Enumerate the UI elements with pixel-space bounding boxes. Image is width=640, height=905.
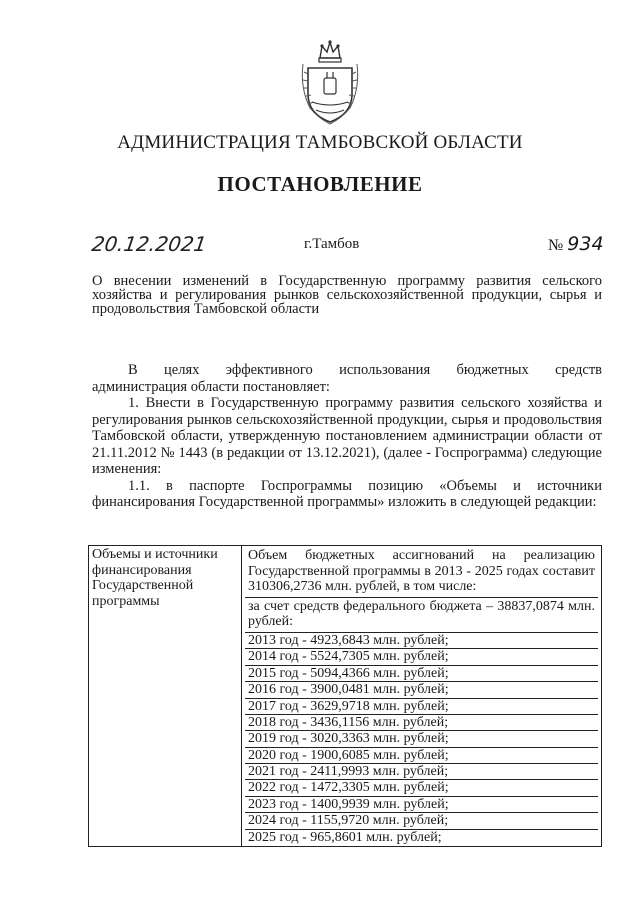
table-federal: за счет средств федерального бюджета – 38837,0874 млн. рублей:: [245, 597, 598, 632]
number-value: 934: [567, 233, 604, 255]
document-city: г.Тамбов: [304, 236, 360, 252]
year-line: 2022 год - 1472,3305 млн. рублей;: [245, 779, 598, 795]
table-intro: Объем бюджетных ассигнований на реализацию Государственной программы в 2013 - 2025 годах составит 310306,2736 млн. рублей, в том числе:: [248, 548, 595, 595]
paragraph-2: 1. Внести в Государственную программу развития сельского хозяйства и регулирования рынков сельскохозяйственной продукции, сырья и продовольствия Тамбовской области, утвержденную постановлением администрации области от 21.11.2012 № 1443 (в редакции от 13.12.2021), (далее - Госпрограмма) следующие изменения:: [92, 395, 602, 477]
financing-table: [88, 545, 602, 847]
document-type: ПОСТАНОВЛЕНИЕ: [217, 172, 423, 196]
paragraph-1: В целях эффективного использования бюджетных средств: [128, 362, 602, 378]
document-body: [92, 362, 602, 511]
year-line: 2021 год - 2411,9993 млн. рублей;: [245, 763, 598, 779]
paragraph-3: 1.1. в паспорте Госпрограммы позицию «Объемы и источники финансирования Государственной программы» изложить в следующей редакции:: [92, 477, 602, 510]
document-subject: О внесении изменений в Государственную программу развития сельского хозяйства и регулирования рынков сельскохозяйственной продукции, сырья и продовольствия Тамбовской области: [92, 273, 602, 317]
table-value-cell: [242, 546, 602, 847]
year-line: 2025 год - 965,8601 млн. рублей;: [245, 829, 598, 845]
year-line: 2016 год - 3900,0481 млн. рублей;: [245, 681, 598, 697]
document-number: [548, 233, 604, 255]
organization-name: АДМИНИСТРАЦИЯ ТАМБОВСКОЙ ОБЛАСТИ: [117, 132, 523, 153]
year-line: 2020 год - 1900,6085 млн. рублей;: [245, 747, 598, 763]
year-line: 2018 год - 3436,1156 млн. рублей;: [245, 714, 598, 730]
table-row: [89, 546, 602, 847]
document-date: 20.12.2021: [90, 232, 209, 256]
year-line: 2014 год - 5524,7305 млн. рублей;: [245, 648, 598, 664]
number-prefix: №: [548, 237, 564, 254]
coat-of-arms-icon: [298, 38, 362, 126]
year-line: 2024 год - 1155,9720 млн. рублей;: [245, 812, 598, 828]
table-label-cell: Объемы и источники финансирования Государственной программы: [89, 546, 242, 847]
year-line: 2015 год - 5094,4366 млн. рублей;: [245, 665, 598, 681]
year-line: 2013 год - 4923,6843 млн. рублей;: [245, 632, 598, 648]
paragraph-1-continuation: администрация области постановляет:: [92, 378, 330, 395]
year-line: 2023 год - 1400,9939 млн. рублей;: [245, 796, 598, 812]
year-line: 2017 год - 3629,9718 млн. рублей;: [245, 698, 598, 714]
year-line: 2019 год - 3020,3363 млн. рублей;: [245, 730, 598, 746]
